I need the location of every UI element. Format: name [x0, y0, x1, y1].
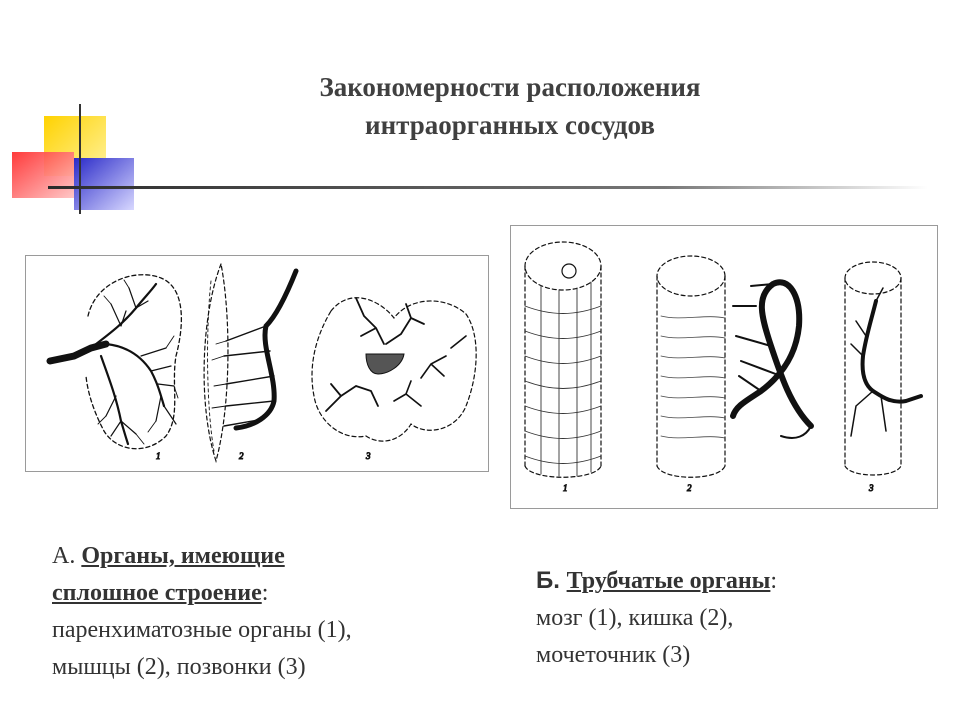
vertebra-shaded-body: [366, 354, 404, 374]
figure-a-label-2: 2: [239, 451, 244, 461]
slide-title: [230, 68, 790, 144]
figure-a-label-1: 1: [156, 451, 161, 461]
caption-b-line-3: мочеточник (3): [536, 642, 691, 668]
figure-a-label-3: 3: [366, 451, 371, 461]
red-square: [12, 152, 74, 198]
figure-b-drawing: [511, 226, 937, 508]
caption-tubular-organs: [536, 562, 936, 674]
caption-solid-organs: [52, 538, 472, 686]
blue-square: [74, 158, 134, 210]
caption-a-heading-line-2: сплошное строение: [52, 580, 262, 606]
caption-a-line-2: [52, 575, 472, 612]
caption-b-colon: :: [770, 568, 778, 594]
caption-b-line-1: [536, 562, 936, 600]
figure-b-label-1: 1: [563, 483, 568, 493]
caption-a-line-4: мышцы (2), позвонки (3): [52, 654, 306, 680]
figure-a-drawing: [26, 256, 488, 471]
caption-a-heading-line-1: Органы, имеющие: [81, 543, 285, 569]
mesenteric-loop: [733, 282, 811, 426]
caption-a-line-1: [52, 538, 472, 575]
caption-a-prefix: А.: [52, 543, 82, 569]
tube-intestine: [657, 256, 811, 493]
title-line-2: интраорганных сосудов: [365, 110, 655, 140]
vertebra-outline: [312, 298, 476, 441]
caption-b-heading: Трубчатые органы: [566, 568, 771, 594]
figure-b-label-2: 2: [687, 483, 692, 493]
title-line-1: Закономерности расположения: [319, 72, 701, 102]
tube-brain: [525, 242, 601, 493]
caption-b-line-2: мозг (1), кишка (2),: [536, 605, 734, 631]
tube-ureter: [845, 262, 921, 493]
muscle-outline: [204, 264, 228, 461]
kidney-artery: [50, 344, 106, 361]
figure-tubular-organs: [510, 225, 938, 509]
caption-a-line-3: паренхиматозные органы (1),: [52, 617, 352, 643]
caption-a-colon: :: [261, 580, 269, 606]
caption-b-prefix: Б.: [536, 567, 567, 594]
figure-solid-organs: [25, 255, 489, 472]
figure-b-label-3: 3: [869, 483, 874, 493]
horizontal-rule: [48, 186, 928, 189]
